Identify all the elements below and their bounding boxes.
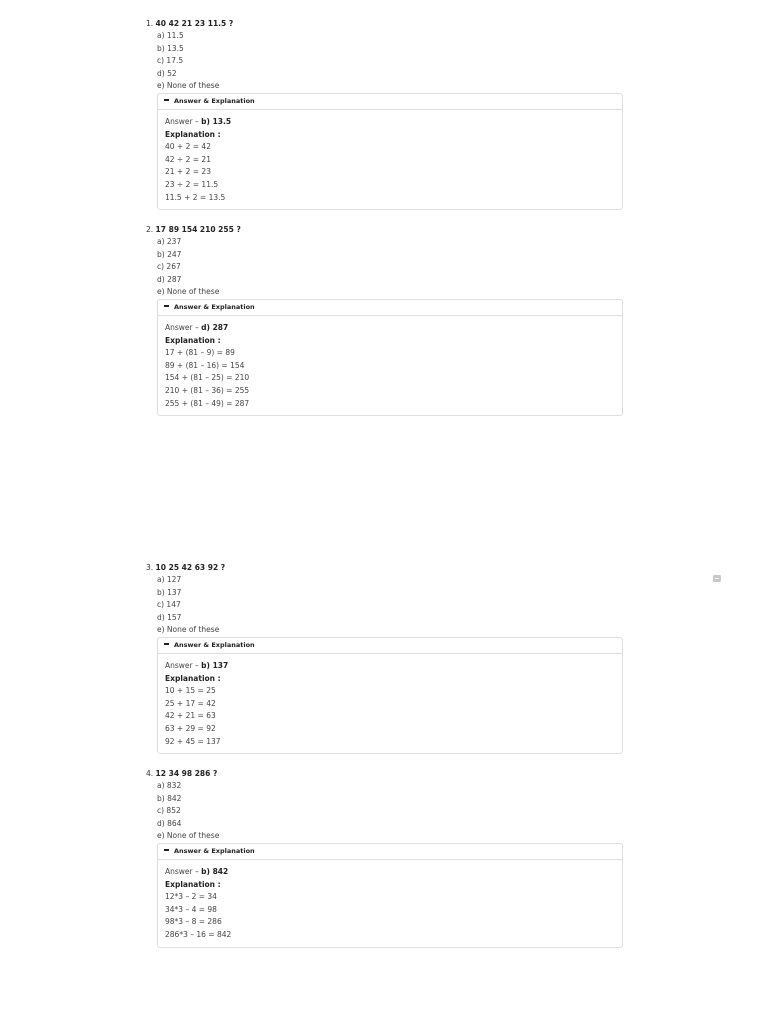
option-a: a) 11.5 [157, 31, 184, 40]
question-text: 12 34 98 286 ? [155, 769, 218, 778]
answer-panel-toggle[interactable] [158, 300, 622, 316]
question-title [146, 768, 622, 780]
explanation-line: 11.5 + 2 = 13.5 [165, 192, 226, 202]
option-d: d) 157 [157, 612, 182, 622]
answer-panel-title: Answer & Explanation [174, 302, 255, 311]
option-e: e) None of these [157, 81, 220, 91]
question-1 [146, 18, 622, 210]
option-d: d) 52 [157, 68, 177, 78]
question-number: 4. [146, 769, 154, 778]
explanation-label: Explanation : [165, 335, 221, 345]
answer-panel-title: Answer & Explanation [174, 846, 255, 855]
options-list [157, 236, 622, 299]
answer-prefix: Answer – [165, 322, 199, 332]
option-a: a) 127 [157, 575, 182, 584]
options-list [157, 30, 622, 93]
options-list [157, 780, 622, 843]
explanation-line: 255 + (81 – 49) = 287 [165, 398, 250, 408]
question-number: 3. [146, 563, 154, 572]
explanation-line: 10 + 15 = 25 [165, 686, 216, 696]
answer-panel-body [158, 860, 622, 947]
answer-panel-title: Answer & Explanation [174, 640, 255, 649]
explanation-line: 34*3 – 4 = 98 [165, 904, 217, 914]
answer-panel [157, 299, 623, 416]
option-a: a) 237 [157, 237, 182, 246]
explanation-line: 40 + 2 = 42 [165, 142, 211, 152]
minus-icon [164, 99, 169, 100]
answer-value: b) 137 [201, 660, 229, 670]
options-list [157, 574, 622, 637]
minus-icon [164, 849, 169, 850]
question-text: 10 25 42 63 92 ? [155, 563, 226, 572]
explanation-line: 12*3 – 2 = 34 [165, 892, 217, 902]
answer-panel-body [158, 316, 622, 415]
minus-square-icon[interactable] [713, 575, 721, 582]
question-text: 40 42 21 23 11.5 ? [155, 19, 234, 28]
answer-value: b) 842 [201, 866, 229, 876]
explanation-line: 25 + 17 = 42 [165, 698, 216, 708]
question-title [146, 224, 622, 236]
answer-line [165, 116, 615, 129]
question-title [146, 18, 622, 30]
option-d: d) 287 [157, 274, 182, 284]
answer-panel-toggle[interactable] [158, 844, 622, 860]
question-number: 2. [146, 225, 154, 234]
explanation-label: Explanation : [165, 879, 221, 889]
option-d: d) 864 [157, 818, 182, 828]
explanation-line: 21 + 2 = 23 [165, 167, 211, 177]
option-c: c) 267 [157, 262, 181, 272]
explanation-line: 42 + 21 = 63 [165, 711, 216, 721]
explanation-line: 89 + (81 – 16) = 154 [165, 360, 245, 370]
explanation-line: 42 ÷ 2 = 21 [165, 154, 211, 164]
option-b: b) 13.5 [157, 43, 184, 53]
answer-value: d) 287 [201, 322, 229, 332]
answer-panel [157, 843, 623, 948]
option-b: b) 842 [157, 793, 182, 803]
option-e: e) None of these [157, 625, 220, 635]
explanation-line: 23 ÷ 2 = 11.5 [165, 179, 219, 189]
option-a: a) 832 [157, 781, 182, 790]
explanation-line: 210 + (81 – 36) = 255 [165, 385, 250, 395]
option-c: c) 852 [157, 806, 181, 816]
answer-panel-body [158, 654, 622, 753]
answer-prefix: Answer – [165, 866, 199, 876]
minus-icon [164, 305, 169, 306]
question-text: 17 89 154 210 255 ? [155, 225, 241, 234]
answer-prefix: Answer – [165, 660, 199, 670]
answer-panel [157, 93, 623, 210]
option-b: b) 137 [157, 587, 182, 597]
answer-panel-body [158, 110, 622, 209]
explanation-line: 63 + 29 = 92 [165, 723, 216, 733]
explanation-line: 154 + (81 – 25) = 210 [165, 373, 250, 383]
question-2 [146, 224, 622, 416]
answer-line [165, 322, 615, 335]
answer-panel-title: Answer & Explanation [174, 96, 255, 105]
minus-icon [164, 643, 169, 644]
explanation-line: 286*3 – 16 = 842 [165, 929, 232, 939]
question-number: 1. [146, 19, 154, 28]
explanation-line: 17 + (81 – 9) = 89 [165, 348, 235, 358]
option-e: e) None of these [157, 287, 220, 297]
explanation-label: Explanation : [165, 129, 221, 139]
answer-prefix: Answer – [165, 116, 199, 126]
answer-panel [157, 637, 623, 754]
answer-line [165, 866, 615, 879]
option-e: e) None of these [157, 831, 220, 841]
option-b: b) 247 [157, 249, 182, 259]
answer-panel-toggle[interactable] [158, 638, 622, 654]
question-3 [146, 562, 622, 754]
explanation-line: 92 + 45 = 137 [165, 736, 221, 746]
explanation-line: 98*3 – 8 = 286 [165, 917, 222, 927]
answer-line [165, 660, 615, 673]
option-c: c) 147 [157, 600, 181, 610]
question-4 [146, 768, 622, 948]
option-c: c) 17.5 [157, 56, 184, 66]
question-title [146, 562, 622, 574]
answer-panel-toggle[interactable] [158, 94, 622, 110]
explanation-label: Explanation : [165, 673, 221, 683]
answer-value: b) 13.5 [201, 116, 232, 126]
